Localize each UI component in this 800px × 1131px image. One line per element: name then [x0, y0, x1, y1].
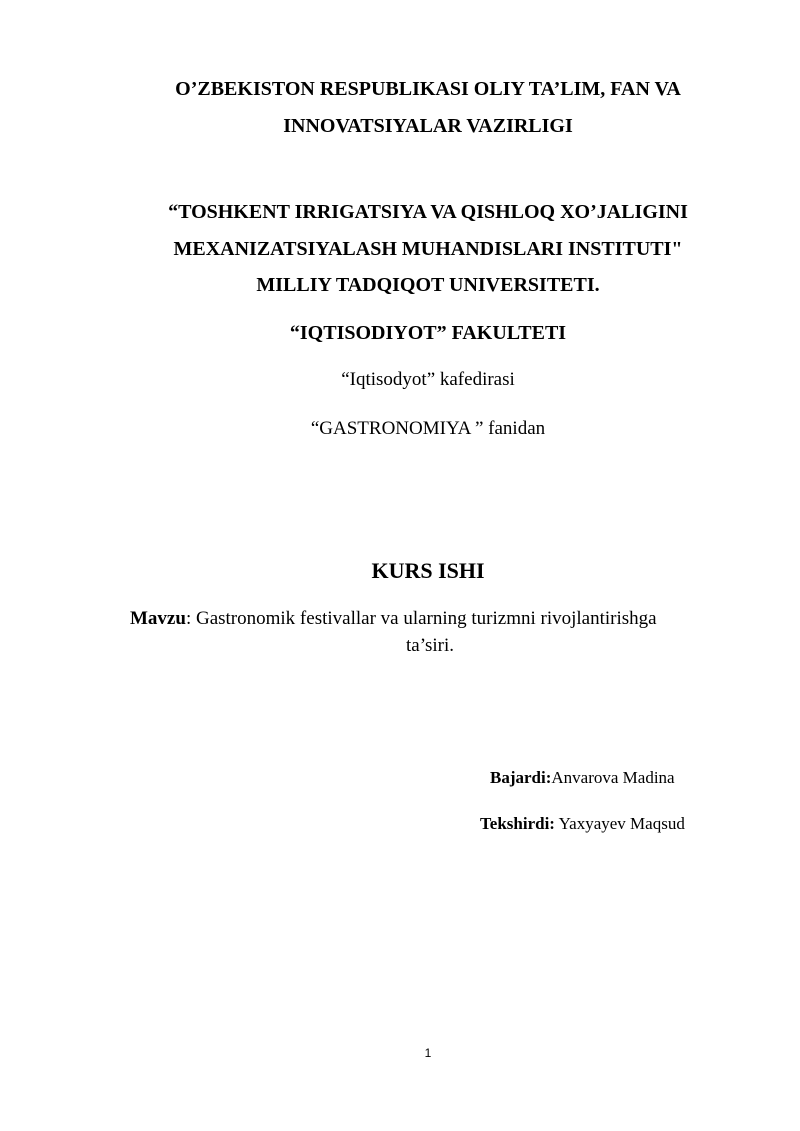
done-by-row — [490, 768, 675, 788]
department-name: “Iqtisodyot” kafedirasi — [341, 369, 515, 390]
faculty-title: “IQTISODIYOT” FAKULTETI — [289, 322, 567, 344]
ministry-title-line2: INNOVATSIYALAR VAZIRLIGI — [283, 115, 573, 137]
institute-title-line1: “TOSHKENT IRRIGATSIYA VA QISHLOQ XO’JALIGINI — [168, 201, 688, 223]
done-by-name: Anvarova Madina — [551, 768, 675, 787]
topic-text-line2: ta’siri. — [405, 635, 455, 656]
topic-text-line1: Gastronomik festivallar va ularning turizmni rivojlantirishga — [195, 608, 657, 629]
topic-line1 — [130, 608, 730, 630]
document-title: KURS ISHI — [371, 558, 485, 583]
institute-title-line3: MILLIY TADQIQOT UNIVERSITETI. — [256, 274, 600, 296]
topic-separator: : — [185, 608, 192, 629]
page-number: 1 — [424, 1046, 432, 1060]
checked-by-row — [480, 814, 685, 834]
checked-by-label: Tekshirdi: — [480, 814, 555, 833]
ministry-title-line1: O’ZBEKISTON RESPUBLIKASI OLIY TA’LIM, FAN VA — [175, 78, 681, 100]
done-by-label: Bajardi: — [490, 768, 552, 787]
institute-title-line2: MEXANIZATSIYALASH MUHANDISLARI INSTITUTI" — [173, 238, 683, 260]
topic-label: Mavzu — [130, 608, 186, 629]
subject-name: “GASTRONOMIYA ” fanidan — [310, 418, 546, 439]
checked-by-name: Yaxyayev Maqsud — [558, 814, 685, 833]
